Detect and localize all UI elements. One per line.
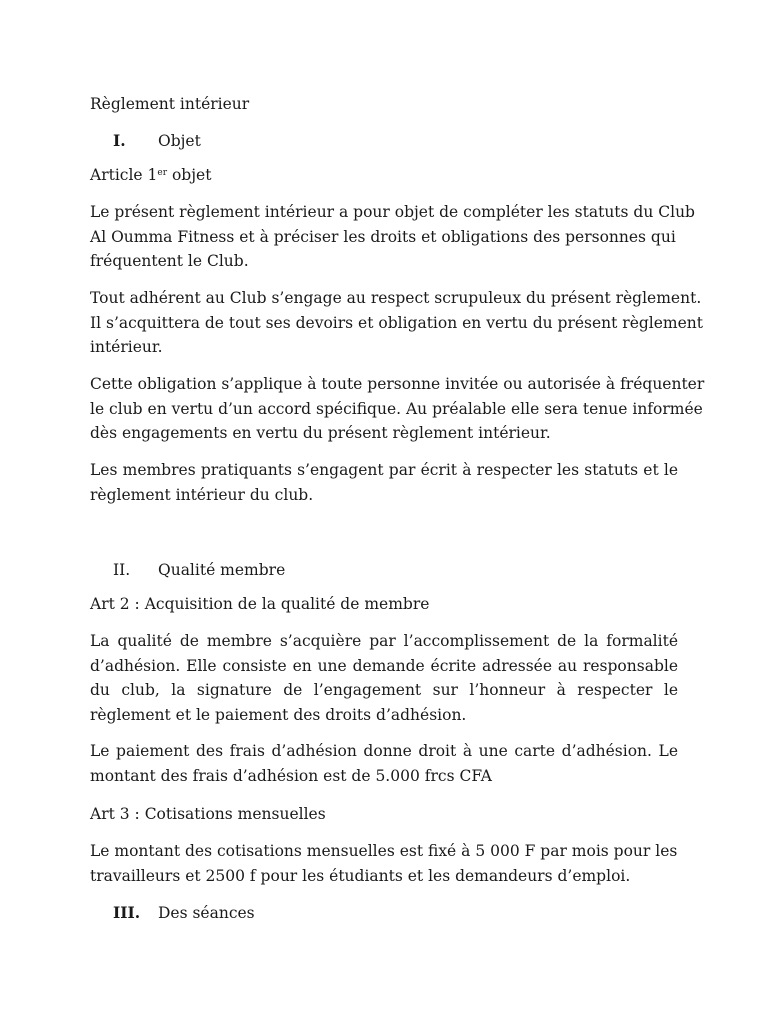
section-label: Objet [158, 132, 201, 150]
article-2-title: Art 2 : Acquisition de la qualité de membre [90, 595, 430, 613]
article-1-suffix: objet [167, 166, 212, 184]
paragraph-line: Tout adhérent au Club s’engage au respect scrupuleux du présent règlement. [90, 289, 702, 307]
paragraph-membres-pratiquants: Les membres pratiquants s’engagent par écrit à respecter les statuts et le règlement intérieur du club. [90, 461, 678, 504]
paragraph-obligation [90, 372, 705, 446]
section-heading-objet [0, 130, 768, 152]
paragraph-acquisition: La qualité de membre s’acquière par l’accomplissement de la formalité d’adhésion. Elle consiste en une demande écrite adressée au responsable du club, la signature de l’engagement sur l’honneur à respecter le règlement et le paiement des droits d’adhésion. [90, 632, 678, 724]
paragraph-line: dès engagements en vertu du présent règlement intérieur. [90, 424, 551, 442]
article-3-title: Art 3 : Cotisations mensuelles [90, 805, 326, 823]
paragraph-line: travailleurs et 2500 f pour les étudiants et les demandeurs d’emploi. [90, 866, 631, 885]
paragraph-line: Le présent règlement intérieur a pour objet de compléter les statuts du Club [90, 203, 695, 221]
article-1-superscript: er [157, 168, 168, 178]
section-heading-seances [0, 902, 768, 924]
paragraph-line: fréquentent le Club. [90, 252, 249, 270]
section-heading-qualite-membre [0, 559, 768, 581]
paragraph-line: Al Oumma Fitness et à préciser les droits et obligations des personnes qui [90, 227, 676, 246]
section-number: III. [113, 903, 141, 922]
article-1-prefix: Article 1 [90, 166, 158, 184]
paragraph-line: Cette obligation s’applique à toute personne invitée ou autorisée à fréquenter [90, 375, 705, 393]
section-number: I. [113, 131, 126, 150]
paragraph-frais-adhesion: Le paiement des frais d’adhésion donne droit à une carte d’adhésion. Le montant des frais d’adhésion est de 5.000 frcs CFA [90, 742, 678, 785]
section-number: II. [113, 561, 131, 579]
paragraph-line: Il s’acquittera de tout ses devoirs et obligation en vertu du présent règlement [90, 313, 704, 332]
paragraph-engagement [90, 286, 704, 360]
paragraph-line: le club en vertu d’un accord spécifique. Au préalable elle sera tenue informée [90, 399, 703, 418]
paragraph-line: Le montant des cotisations mensuelles est fixé à 5 000 F par mois pour les [90, 842, 678, 860]
article-1-title [90, 164, 211, 186]
section-label: Des séances [158, 904, 255, 922]
section-label: Qualité membre [158, 561, 286, 579]
paragraph-objet [90, 200, 695, 274]
document-title: Règlement intérieur [90, 95, 250, 113]
paragraph-cotisations [90, 839, 678, 888]
paragraph-line: intérieur. [90, 338, 163, 356]
